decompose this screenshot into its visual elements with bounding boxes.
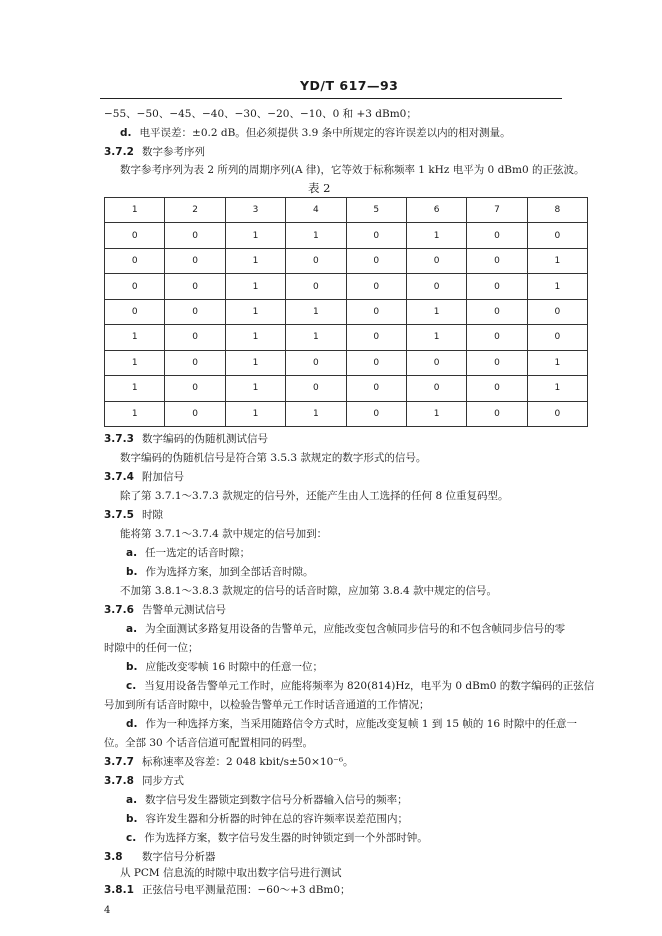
table-cell: 1 xyxy=(527,376,587,401)
list-item-3-7-8-a xyxy=(126,793,408,807)
heading-3-7-7-number: 3.7.7 xyxy=(104,756,134,768)
intro-line-2 xyxy=(120,126,511,140)
table-cell: 0 xyxy=(165,401,225,427)
heading-3-7-3-title: 数字编码的伪随机测试信号 xyxy=(142,433,268,445)
table-cell: 0 xyxy=(346,223,406,248)
list-item-3-7-6-a xyxy=(126,622,565,636)
table-cell: 0 xyxy=(346,274,406,299)
table-cell: 0 xyxy=(286,274,346,299)
list-marker: a. xyxy=(126,623,138,635)
list-marker: b. xyxy=(126,661,138,673)
table-header-cell: 1 xyxy=(105,198,165,223)
list-item-3-7-6-d xyxy=(126,717,577,731)
list-item-3-7-6-a-cont: 时隙中的任何一位； xyxy=(104,642,199,654)
table-header-cell: 3 xyxy=(225,198,285,223)
table-cell: 0 xyxy=(286,248,346,273)
table-cell: 0 xyxy=(286,350,346,375)
table-cell: 0 xyxy=(165,299,225,324)
heading-3-8-1-title: 正弦信号电平测量范围：−60～+3 dBm0； xyxy=(142,884,351,896)
table-header-cell: 7 xyxy=(467,198,527,223)
list-item-3-7-6-b xyxy=(126,660,323,674)
paragraph-3-7-2: 数字参考序列为表 2 所列的周期序列(A 律)，它等效于标称频率 1 kHz 电平为 0 dBm0 的正弦波。 xyxy=(120,164,585,176)
table-cell: 0 xyxy=(406,376,466,401)
table-row xyxy=(105,274,588,299)
list-item-3-7-6-c xyxy=(126,679,594,693)
list-item-3-7-6-d-cont: 位。全部 30 个话音信道可配置相同的码型。 xyxy=(104,737,314,749)
paragraph-3-7-4: 除了第 3.7.1～3.7.3 款规定的信号外，还能产生由人工选择的任何 8 位重复码型。 xyxy=(120,490,509,502)
heading-3-7-4-number: 3.7.4 xyxy=(104,471,134,483)
heading-3-7-7 xyxy=(104,755,354,769)
table-cell: 1 xyxy=(225,325,285,350)
list-item-text: 作为选择方案，加到全部话音时隙。 xyxy=(145,566,314,578)
paragraph-3-7-5-tail: 不加第 3.8.1～3.8.3 款规定的信号的话音时隙，应加第 3.8.4 款中规定的信号。 xyxy=(120,585,497,597)
table-cell: 0 xyxy=(527,299,587,324)
heading-3-7-2-number: 3.7.2 xyxy=(104,146,134,158)
table-cell: 1 xyxy=(527,248,587,273)
table-row xyxy=(105,401,588,427)
list-item-text: 数字信号发生器锁定到数字信号分析器输入信号的频率； xyxy=(145,794,408,806)
table-cell: 1 xyxy=(225,299,285,324)
table-header-cell: 5 xyxy=(346,198,406,223)
table-cell: 0 xyxy=(105,248,165,273)
header-rule xyxy=(100,98,562,99)
list-marker: d. xyxy=(126,718,138,730)
list-item-text: 作为选择方案，数字信号发生器的时钟锁定到一个外部时钟。 xyxy=(144,832,428,844)
table-cell: 1 xyxy=(225,401,285,427)
list-item-3-7-8-c xyxy=(126,831,428,845)
table-cell: 1 xyxy=(225,376,285,401)
table-cell: 1 xyxy=(105,401,165,427)
table-cell: 0 xyxy=(467,325,527,350)
table-header-cell: 8 xyxy=(527,198,587,223)
heading-3-7-6 xyxy=(104,603,226,617)
table-cell: 0 xyxy=(165,376,225,401)
heading-3-8 xyxy=(104,850,216,864)
table-row xyxy=(105,299,588,324)
heading-3-7-5-title: 时隙 xyxy=(142,509,163,521)
heading-3-7-4 xyxy=(104,470,184,484)
list-item-3-7-5-a xyxy=(126,546,250,560)
list-item-text: 任一选定的话音时隙； xyxy=(145,547,251,559)
table-row xyxy=(105,376,588,401)
table-cell: 1 xyxy=(225,274,285,299)
list-marker: c. xyxy=(126,680,137,692)
heading-3-8-1 xyxy=(104,883,351,897)
table-cell: 0 xyxy=(467,274,527,299)
heading-3-7-8 xyxy=(104,774,184,788)
page-number: 4 xyxy=(104,905,111,916)
table-cell: 1 xyxy=(286,223,346,248)
table-cell: 1 xyxy=(286,299,346,324)
table-cell: 0 xyxy=(406,274,466,299)
table-header-row xyxy=(105,198,588,223)
heading-3-7-3 xyxy=(104,432,268,446)
list-item-3-7-6-c-cont: 号加到所有话音时隙中，以检验告警单元工作时话音通道的工作情况； xyxy=(104,699,430,711)
table-cell: 0 xyxy=(527,223,587,248)
table-cell: 1 xyxy=(406,299,466,324)
table-row xyxy=(105,248,588,273)
heading-3-8-number: 3.8 xyxy=(104,851,123,863)
intro-line-1 xyxy=(104,107,417,121)
heading-3-7-4-title: 附加信号 xyxy=(142,471,184,483)
heading-3-7-3-number: 3.7.3 xyxy=(104,433,134,445)
standard-header: YD/T 617—93 xyxy=(300,78,399,93)
table-row xyxy=(105,223,588,248)
table-cell: 0 xyxy=(467,376,527,401)
list-item-3-7-5-b xyxy=(126,565,314,579)
table-cell: 0 xyxy=(105,223,165,248)
table-cell: 0 xyxy=(467,248,527,273)
list-item-text: 容许发生器和分析器的时钟在总的容许频率误差范围内； xyxy=(145,813,409,825)
intro-line-2-text: 电平误差：±0.2 dB。但必须提供 3.9 条中所规定的容许误差以内的相对测量。 xyxy=(139,127,511,139)
table-cell: 0 xyxy=(346,401,406,427)
table-cell: 1 xyxy=(225,223,285,248)
table-cell: 0 xyxy=(406,350,466,375)
table-cell: 1 xyxy=(286,401,346,427)
paragraph-3-7-3: 数字编码的伪随机信号是符合第 3.5.3 款规定的数字形式的信号。 xyxy=(120,452,427,464)
heading-3-7-5-number: 3.7.5 xyxy=(104,509,134,521)
list-marker: b. xyxy=(126,566,138,578)
table-cell: 0 xyxy=(346,376,406,401)
heading-3-7-2-title: 数字参考序列 xyxy=(142,146,205,158)
paragraph-3-7-5: 能将第 3.7.1～3.7.4 款中规定的信号加到： xyxy=(120,528,328,540)
table-cell: 0 xyxy=(467,223,527,248)
heading-3-7-8-title: 同步方式 xyxy=(142,775,184,787)
table-cell: 0 xyxy=(165,248,225,273)
table-cell: 1 xyxy=(105,325,165,350)
table-cell: 1 xyxy=(286,325,346,350)
list-item-text: 作为一种选择方案，当采用随路信令方式时，应能改变复帧 1 到 15 帧的 16 时隙中的任意一 xyxy=(145,718,577,730)
table-cell: 1 xyxy=(527,274,587,299)
table-cell: 0 xyxy=(406,248,466,273)
table-cell: 0 xyxy=(346,299,406,324)
table-cell: 1 xyxy=(406,325,466,350)
list-item-3-7-8-b xyxy=(126,812,408,826)
table-row xyxy=(105,325,588,350)
table-row xyxy=(105,350,588,375)
table-cell: 1 xyxy=(225,248,285,273)
table-cell: 1 xyxy=(406,401,466,427)
list-marker: a. xyxy=(126,547,138,559)
table-cell: 0 xyxy=(527,401,587,427)
list-marker: a. xyxy=(126,794,138,806)
heading-3-8-1-number: 3.8.1 xyxy=(104,884,134,896)
list-item-text: 应能改变零帧 16 时隙中的任意一位； xyxy=(145,661,324,673)
table-cell: 1 xyxy=(527,350,587,375)
table-cell: 0 xyxy=(105,274,165,299)
list-item-text: 为全面测试多路复用设备的告警单元，应能改变包含帧同步信号的和不包含帧同步信号的零 xyxy=(145,623,566,635)
heading-3-8-title: 数字信号分析器 xyxy=(142,851,216,863)
paragraph-3-8: 从 PCM 信息流的时隙中取出数字信号进行测试 xyxy=(120,867,342,879)
table-cell: 0 xyxy=(346,325,406,350)
table-cell: 1 xyxy=(105,350,165,375)
list-item-text: 当复用设备告警单元工作时，应能将频率为 820(814)Hz，电平为 0 dBm0 的数字编码的正弦信 xyxy=(144,680,595,692)
intro-line-1-text: −55、−50、−45、−40、−30、−20、−10、0 和 +3 dBm0； xyxy=(104,108,417,120)
table-cell: 0 xyxy=(467,401,527,427)
table-cell: 0 xyxy=(105,299,165,324)
heading-3-7-6-number: 3.7.6 xyxy=(104,604,134,616)
table-cell: 1 xyxy=(406,223,466,248)
table-cell: 0 xyxy=(346,248,406,273)
table-cell: 1 xyxy=(105,376,165,401)
intro-line-2-marker: d. xyxy=(120,127,132,139)
table-header-cell: 4 xyxy=(286,198,346,223)
table-header-cell: 2 xyxy=(165,198,225,223)
table-cell: 0 xyxy=(286,376,346,401)
list-marker: c. xyxy=(126,832,137,844)
heading-3-7-8-number: 3.7.8 xyxy=(104,775,134,787)
table-header-cell: 6 xyxy=(406,198,466,223)
table-2-caption: 表 2 xyxy=(308,181,331,195)
heading-3-7-2 xyxy=(104,145,205,159)
table-cell: 0 xyxy=(527,325,587,350)
table-cell: 1 xyxy=(225,350,285,375)
table-cell: 0 xyxy=(165,350,225,375)
heading-3-7-6-title: 告警单元测试信号 xyxy=(142,604,226,616)
heading-3-7-7-title: 标称速率及容差：2 048 kbit/s±50×10⁻⁶。 xyxy=(142,756,354,768)
heading-3-7-5 xyxy=(104,508,163,522)
table-cell: 0 xyxy=(346,350,406,375)
table-cell: 0 xyxy=(165,325,225,350)
table-2 xyxy=(104,197,588,427)
table-cell: 0 xyxy=(467,350,527,375)
table-cell: 0 xyxy=(467,299,527,324)
table-cell: 0 xyxy=(165,223,225,248)
list-marker: b. xyxy=(126,813,138,825)
table-cell: 0 xyxy=(165,274,225,299)
